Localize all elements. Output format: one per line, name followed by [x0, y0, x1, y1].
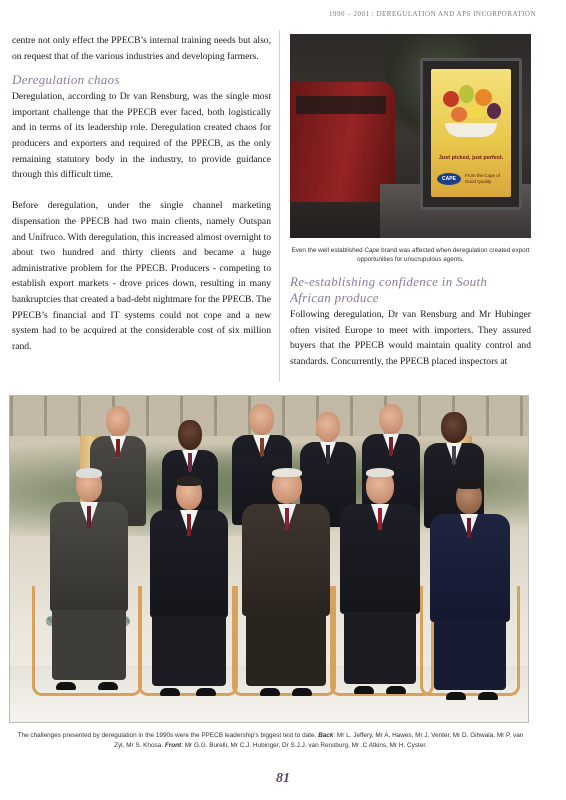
person-front-3	[234, 470, 338, 714]
caption-front-label: Front	[164, 742, 182, 749]
caption-back-names: : Mr L. Jeffery, Mr A. Hawes, Mr J. Venter, Mr D. Gihwala, Mr P. van Zyl, Mr S. Khosa.	[114, 732, 524, 749]
section-heading-confidence: Re-establishing confidence in South African produce	[290, 274, 488, 305]
cape-logo: CAPE	[437, 173, 461, 185]
group-photo-caption	[12, 731, 529, 751]
street-billboard-photo	[290, 34, 531, 238]
billboard-poster	[431, 69, 511, 197]
body-paragraph: Before deregulation, under the single channel marketing dispensation the PPECB had two main clients, namely Outspan and Unifruco. With deregulation, this increased almost overnight to about two hundred and thirty clients and became a huge administrative problem for the PPECB. Producers - competing to establish export markets - drove prices down, resulting in many bankruptcies that created a bad-debt nightmare for the PPECB. The PPECB’s financial and IT systems could not cope and a new system had to be acquired at the considerable cost of six million rand.	[12, 200, 271, 352]
person-front-1	[38, 470, 138, 710]
head	[249, 404, 274, 435]
hair	[272, 468, 302, 477]
caption-front-names: : Mr G.G. Burelli, Mr C.J. Hubinger, Dr S.J.J. van Rensburg, Mr .C Atkins, Mr H. Cyster.	[181, 742, 427, 749]
tie	[188, 453, 192, 471]
group-photo	[9, 395, 529, 723]
bus-window	[296, 96, 386, 114]
trousers	[52, 610, 126, 680]
fruit-lemon	[467, 105, 483, 119]
tie	[260, 438, 264, 456]
head	[316, 412, 340, 442]
person-front-2	[138, 478, 238, 708]
billboard	[420, 58, 522, 210]
shoe	[292, 688, 312, 696]
page-number: 81	[276, 771, 290, 786]
trousers	[246, 614, 326, 686]
column-divider	[279, 30, 280, 382]
billboard-tagline: From the Cape of Good Quality	[465, 173, 501, 184]
tie	[116, 439, 120, 457]
caption-text: Even the well established	[291, 247, 365, 254]
trousers	[152, 616, 226, 686]
tie	[452, 446, 456, 464]
shoe	[354, 686, 374, 694]
trousers	[434, 620, 506, 690]
fruit-pear	[459, 85, 474, 103]
person-front-4	[330, 470, 430, 714]
left-column	[12, 33, 271, 354]
person-front-5	[420, 482, 520, 716]
tie	[87, 506, 91, 528]
fruit-peach	[451, 107, 467, 122]
section-heading-deregulation: Deregulation chaos	[12, 72, 120, 88]
head	[106, 406, 130, 436]
fruit-bowl	[445, 123, 497, 137]
hair	[76, 468, 102, 478]
shoe	[260, 688, 280, 696]
caption-brand: Cape	[364, 247, 380, 254]
fruit-grapes	[487, 103, 501, 119]
hair	[176, 476, 202, 486]
caption-back-label: Back	[318, 732, 334, 739]
tie	[326, 445, 330, 463]
tie	[285, 508, 289, 530]
hair	[366, 468, 394, 477]
tie	[389, 437, 393, 455]
right-column	[290, 34, 531, 369]
fruit-apple	[443, 91, 459, 107]
caption-text: brand was affected when deregulation created export opportunities for unscrupulous agents.	[357, 247, 530, 263]
shoe	[196, 688, 216, 696]
shoe	[386, 686, 406, 694]
hair	[456, 480, 482, 489]
running-head: 1990 – 2001 : DEREGULATION AND APS INCORPORATION	[329, 10, 536, 18]
tie	[378, 508, 382, 530]
shoe	[478, 692, 498, 700]
shoe	[446, 692, 466, 700]
tie	[467, 518, 471, 538]
shoe	[98, 682, 118, 690]
billboard-slogan: Just picked, just perfect.	[438, 155, 504, 161]
trousers	[344, 612, 416, 684]
head	[379, 404, 403, 434]
tie	[187, 514, 191, 536]
photo-caption	[290, 246, 531, 264]
shoe	[160, 688, 180, 696]
head	[178, 420, 202, 450]
intro-paragraph: centre not only effect the PPECB’s internal training needs but also, on request that of the various industries and developing farmers.	[12, 35, 271, 62]
body-paragraph: Deregulation, according to Dr van Rensburg, was the single most important challenge that the PPECB ever faced, both logistically and in terms of its leadership role. Deregulation created chaos for producers and exporters and required of the PPECB, as the only remaining statutory body in the industry, to provide guidance through this difficult time.	[12, 91, 271, 181]
body-paragraph: Following deregulation, Dr van Rensburg and Mr Hubinger often visited Europe to meet with importers. They assured buyers that the PPECB would maintain quality control and standards. Concurrently, the PPECB placed inspectors at	[290, 309, 531, 367]
shoe	[56, 682, 76, 690]
caption-lead: The challenges presented by deregulation in the 1990s were the PPECB leadership’s biggest test to date.	[17, 732, 319, 739]
head	[441, 412, 467, 443]
